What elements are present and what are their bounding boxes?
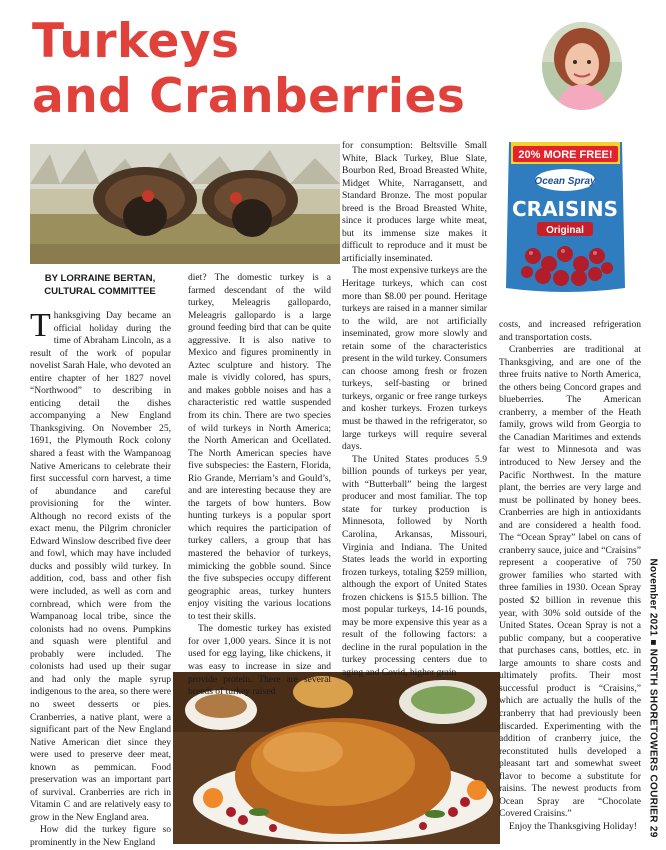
drop-cap: T <box>30 307 51 344</box>
paragraph: costs, and increased refrigeration and transportation costs. <box>499 319 641 343</box>
article-column-4 <box>499 319 641 833</box>
title-line-2: and Cranberries <box>32 69 466 124</box>
article-column-3 <box>342 140 487 680</box>
paragraph: Cranberries are traditional at Thanksgiving, and are one of the three fruits native to North America, the others being Concord grapes and blueberries. The American cranberry, a member of the Heath family, grows wild from Georgia to the Canadian Maritimes and extends far west to Minnesota and was introduced to New Jersey and the Pacific Northwest. In the mature plant, the berries are very large and must be pollinated by honey bees. Cranberries are high in antioxidants and are considered a health food. The “Ocean Spray” label on cans of cranberry sauce, juice and “Craisins” represent a cooperative of 750 grower families who started with three families in 1930. Ocean Spray posted $2 billion in revenue this year, with 30% sold outside of the United States. Ocean Spray is not a public company, but a cooperative that purchases cans, bottles, etc. in large amounts to share costs and ultimately profits. Their most successful product is “Craisins,” which are actually the hulls of the cranberry that had previously been discarded. Experimenting with the addition of cranberry juice, the reconstituted hulls developed a pleasant tart and somewhat sweet flavor to become a substitute for raisins. The newest products from Ocean Spray are “Chocolate Covered Craisins.” <box>499 344 641 820</box>
wild-turkeys-photo <box>30 144 340 264</box>
folio-text: November 2021 ■ NORTH SHORETOWERS COURIER 29 <box>647 558 659 838</box>
article-column-2 <box>188 272 331 699</box>
bag-brand: Ocean Spray <box>534 176 596 187</box>
page-folio <box>643 560 663 836</box>
craisins-bag-image <box>503 138 628 296</box>
byline-author: BY LORRAINE BERTAN, <box>44 273 156 284</box>
article-title <box>32 14 465 124</box>
bag-promo: 20% MORE FREE! <box>518 149 613 161</box>
article-column-1 <box>30 307 172 850</box>
paragraph: for consumption: Beltsville Small White, Black Turkey, Blue Slate, Bourbon Red, Broad Breasted White, Midget White, Narragansett, and Standard Bronze. The most popular breed is the Broad Breasted White, since it produces large white meat, but its immense size makes it difficult to reproduce and it must be artificially inseminated. <box>342 140 487 264</box>
paragraph: How did the turkey figure so prominently in the New England <box>30 824 171 848</box>
author-portrait <box>542 22 622 110</box>
bag-variety: Original <box>546 225 584 236</box>
paragraph: The United States produces 5.9 billion pounds of turkeys per year, with “Butterball” being the largest producer and most familiar. The top state for turkey production is Minnesota, followed by North Carolina, Arkansas, Missouri, Virginia and Indiana. The United States leads the world in exporting frozen turkeys, totaling $259 million, although the export of United States frozen chickens is $15.5 billion. The most popular turkeys, 14-16 pounds, may be more expensive this year as a result of the following factors: a decline in the rural population in the turkey processing centers due to aging and Covid, higher grain <box>342 453 487 678</box>
paragraph: Thanksgiving Day became an official holiday during the time of Abraham Lincoln, as a result of the work of popular novelist Sarah Hale, who devoted an entire chapter of her 1827 novel “Northwood” to describing in enticing detail the dishes accompanying a New England Thanksgiving. On November 25, 1691, the Plymouth Rock colony shared a feast with the Wampanoag Native Americans to celebrate their first successful corn harvest, a time of abundance and careful provisioning for the winter. Although no record exists of the exact menu, the Pilgrim chronicler Edward Winslow described five deer and fowl, which may have included ducks and possibly wild turkey. In addition, cod, bass and other fish were included, as well as corn and cornbread, which were from the Wampanoag local tribe, since the colonists had no ovens. Pumpkins and squash were plentiful and probably were included. The colonists had used up their sugar and had only the maple syrup indigenous to the area, so there were no sweet desserts or pies. Cranberries, a native plant, were a significant part of the New England Native American diet since they were used to preserve deer meat, known as pemmican. Food preservation was an important part of survival. Cranberries are rich in Vitamin C and are relatively easy to grow in the New England area. <box>30 307 172 823</box>
closing-line: Enjoy the Thanksgiving Holiday! <box>509 820 637 832</box>
paragraph: The domestic turkey has existed for over 1,000 years. Since it is not used for egg laying, like chickens, it was easy to increase in size and provide protein. There are several breeds of turkey raised <box>188 623 331 698</box>
paragraph: diet? The domestic turkey is a farmed descendant of the wild turkey, Meleagris gallopardo, Meleagris gallopardo is a large ground feeding bird that can be quite aggressive. It is also native to Mexico and figures prominently in Aztec sculpture and history. The male is vividly colored, has spurs, and makes gobble noises and has a characteristic red wattle suspended from its chin. There are two species of wild turkeys in North America; the North American and Ocellated. The North American species have five subspecies: the Eastern, Florida, Rio Grande, Merriam’s and Gould’s, and are interesting because they are the targets of bow hunters. Bow hunting turkeys is a popular sport which requires the participation of turkey callers, a group that has mastered the behavior of turkeys, mimicking the gobble sound. Since the five subspecies occupy different geographic areas, turkey hunters enjoy visiting the various locations to test their skills. <box>188 272 331 622</box>
byline <box>30 272 170 298</box>
paragraph: The most expensive turkeys are the Heritage turkeys, which can cost more than $8.00 per pound. Heritage turkeys are raised in a manner similar to the wild, are not artificially inseminated, grow more slowly and retain some of the characteristics present in the wild turkey. Consumers can choose among fresh or frozen turkeys, self-basting or brined turkeys, organic or free range turkeys and kosher turkeys. Frozen turkeys must be thawed in the refrigerator, so large turkeys will require several days. <box>342 265 487 453</box>
title-line-1: Turkeys <box>32 14 240 69</box>
byline-affiliation: CULTURAL COMMITTEE <box>44 286 156 297</box>
bag-product-name: CRAISINS <box>512 197 618 221</box>
